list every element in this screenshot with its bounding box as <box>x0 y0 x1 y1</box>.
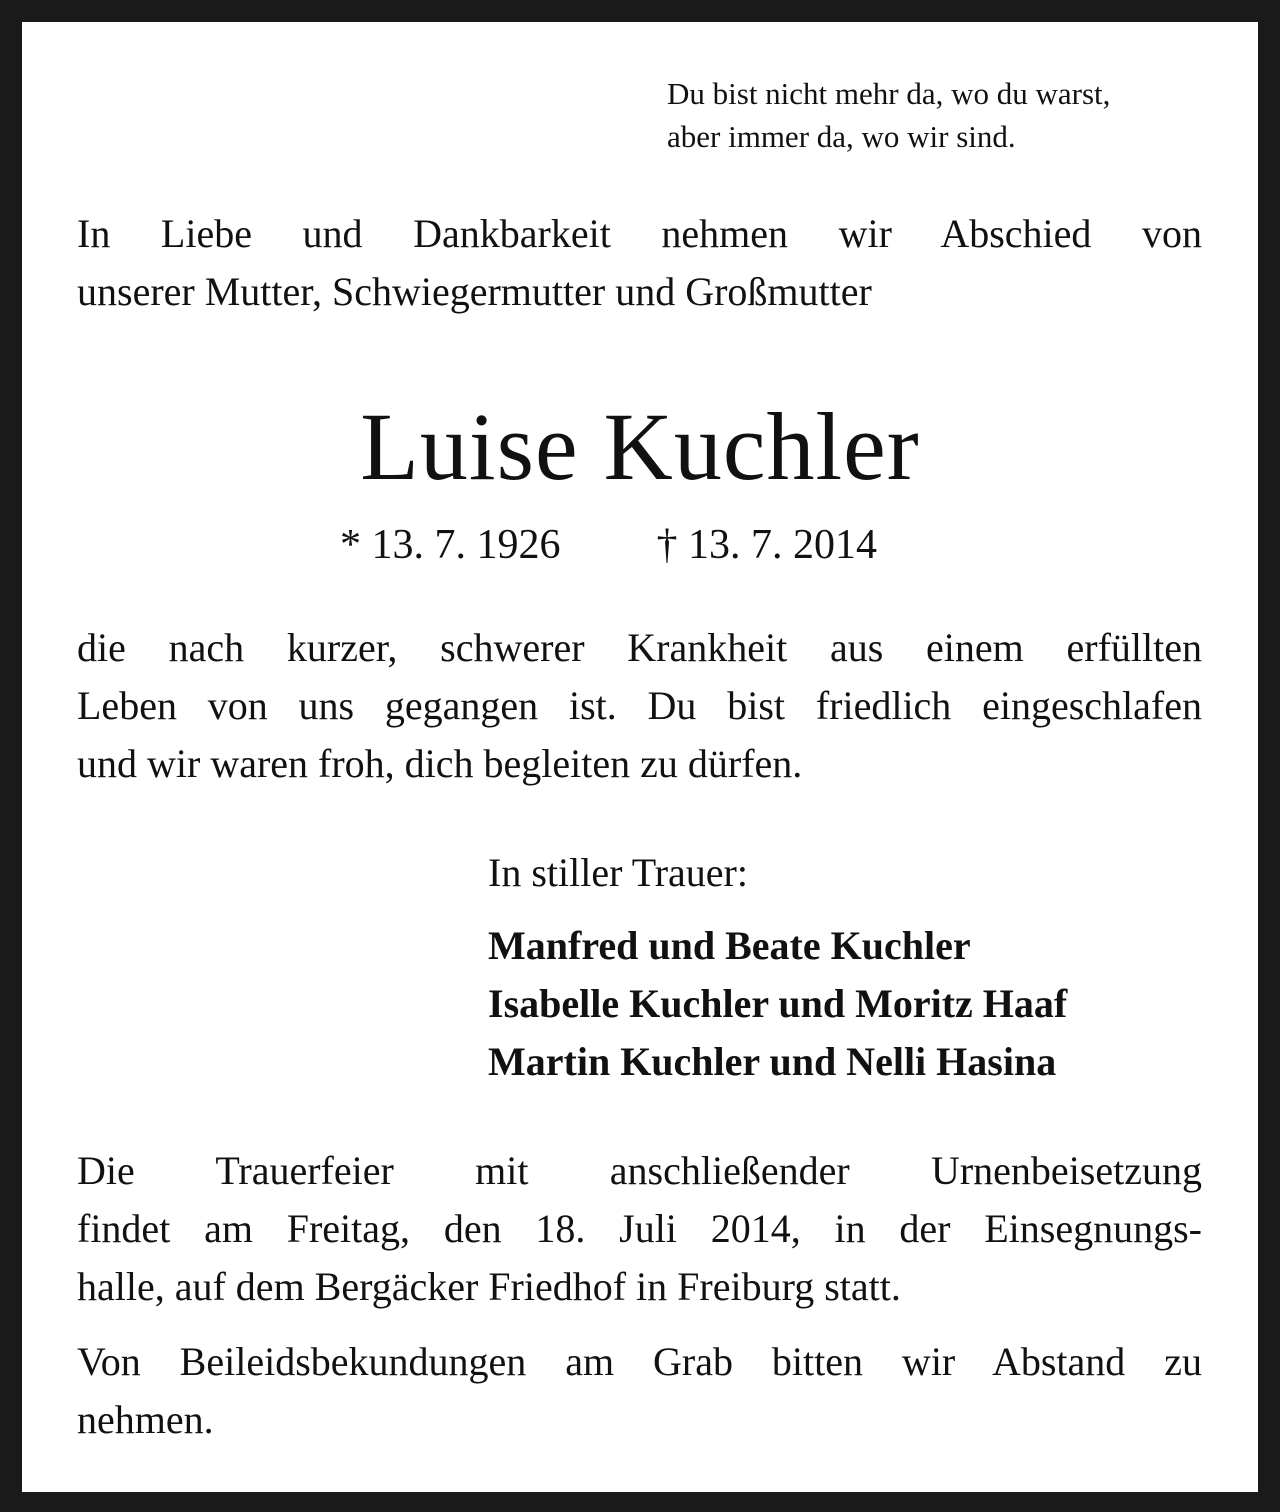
death-paragraph <box>77 619 1202 793</box>
mourner-name: Isabelle Kuchler und Moritz Haaf <box>488 981 1068 1026</box>
mourner-name: Martin Kuchler und Nelli Hasina <box>488 1039 1057 1084</box>
condolence-line: nehmen. <box>77 1397 214 1442</box>
funeral-line: halle, auf dem Bergäcker Friedhof in Freiburg statt. <box>77 1264 901 1309</box>
obituary-notice <box>22 22 1258 1492</box>
mourning-label: In stiller Trauer: <box>488 850 748 895</box>
motto-quote <box>667 72 1227 158</box>
intro-line: In Liebe und Dankbarkeit nehmen wir Abschied von <box>77 211 1202 256</box>
death-date: † 13. 7. 2014 <box>656 522 877 568</box>
death-line: Leben von uns gegangen ist. Du bist friedlich eingeschlafen <box>77 683 1202 728</box>
intro-paragraph <box>77 205 1202 321</box>
death-line: die nach kurzer, schwerer Krankheit aus einem erfüllten <box>77 625 1202 670</box>
mourner-name: Manfred und Beate Kuchler <box>488 923 971 968</box>
motto-line: Du bist nicht mehr da, wo du warst, <box>667 76 1111 111</box>
funeral-line: findet am Freitag, den 18. Juli 2014, in der Einsegnungs- <box>77 1206 1202 1251</box>
condolence-line: Von Beileidsbekundungen am Grab bitten wir Abstand zu <box>77 1339 1202 1384</box>
mourners-list <box>488 917 1067 1091</box>
life-dates <box>340 517 980 573</box>
deceased-name: Luise Kuchler <box>360 393 920 500</box>
birth-date: * 13. 7. 1926 <box>340 522 561 568</box>
intro-line: unserer Mutter, Schwiegermutter und Großmutter <box>77 269 872 314</box>
condolence-paragraph <box>77 1333 1202 1449</box>
funeral-line: Die Trauerfeier mit anschließender Urnenbeisetzung <box>77 1148 1202 1193</box>
death-line: und wir waren froh, dich begleiten zu dürfen. <box>77 741 803 786</box>
funeral-paragraph <box>77 1142 1202 1316</box>
motto-line: aber immer da, wo wir sind. <box>667 119 1016 154</box>
